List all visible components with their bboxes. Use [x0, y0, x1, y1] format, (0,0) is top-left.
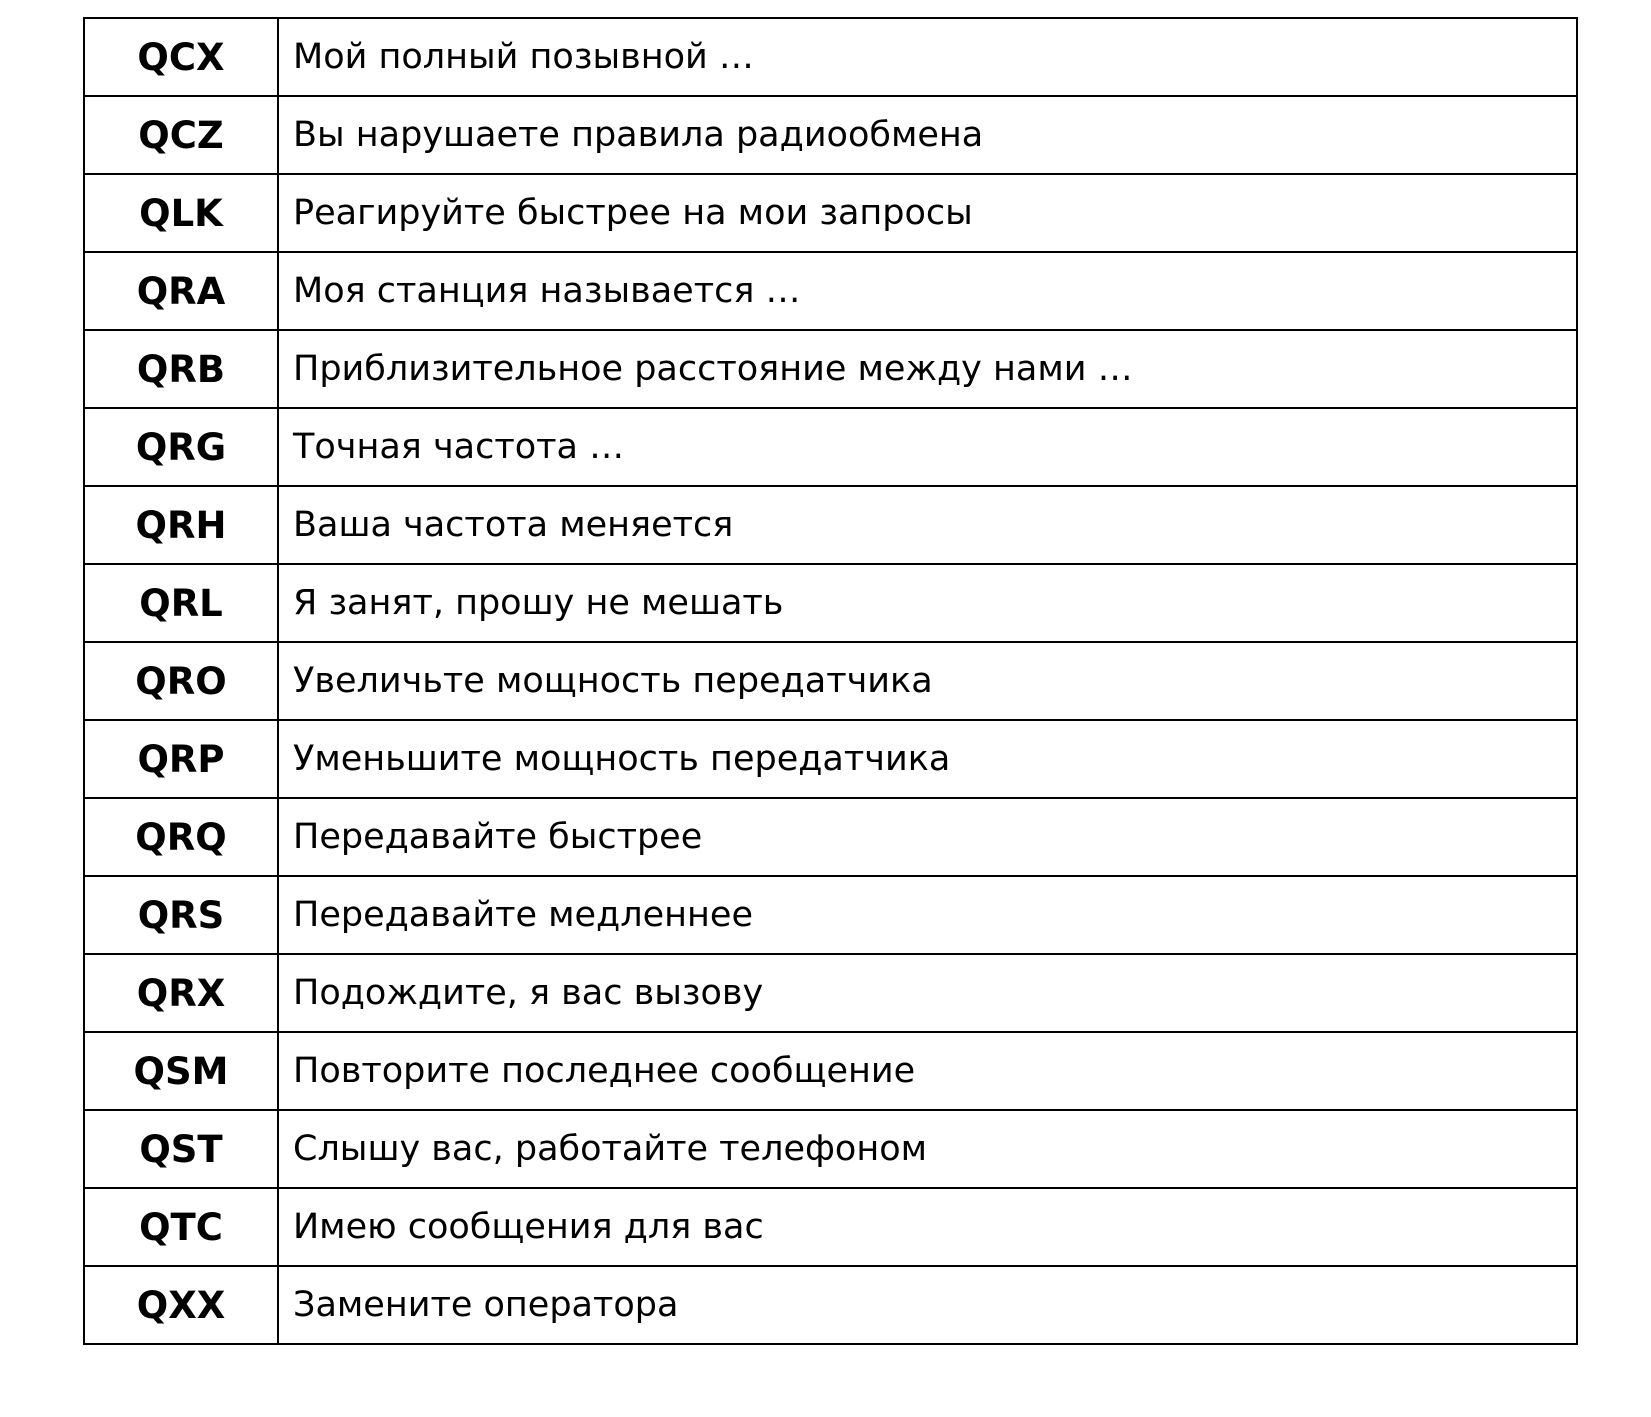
table-row [84, 1188, 1577, 1266]
table-row [84, 252, 1577, 330]
q-code-cell: QRG [84, 408, 278, 486]
meaning-cell: Моя станция называется … [278, 252, 1577, 330]
table-row [84, 954, 1577, 1032]
table-row [84, 330, 1577, 408]
q-code-cell: QRB [84, 330, 278, 408]
meaning-cell: Передавайте быстрее [278, 798, 1577, 876]
meaning-cell: Подождите, я вас вызову [278, 954, 1577, 1032]
q-code-cell: QCX [84, 18, 278, 96]
q-code-cell: QRO [84, 642, 278, 720]
q-code-cell: QTC [84, 1188, 278, 1266]
table-row [84, 1266, 1577, 1344]
q-code-cell: QSM [84, 1032, 278, 1110]
table-row [84, 174, 1577, 252]
q-code-cell: QRS [84, 876, 278, 954]
q-code-cell: QXX [84, 1266, 278, 1344]
meaning-cell: Мой полный позывной … [278, 18, 1577, 96]
q-code-cell: QRQ [84, 798, 278, 876]
table-row [84, 18, 1577, 96]
q-code-cell: QRA [84, 252, 278, 330]
meaning-cell: Передавайте медленнее [278, 876, 1577, 954]
meaning-cell: Замените оператора [278, 1266, 1577, 1344]
table-row [84, 876, 1577, 954]
q-codes-table-body [84, 18, 1577, 1344]
meaning-cell: Приблизительное расстояние между нами … [278, 330, 1577, 408]
q-code-cell: QLK [84, 174, 278, 252]
meaning-cell: Увеличьте мощность передатчика [278, 642, 1577, 720]
meaning-cell: Ваша частота меняется [278, 486, 1577, 564]
q-code-cell: QST [84, 1110, 278, 1188]
meaning-cell: Имею сообщения для вас [278, 1188, 1577, 1266]
q-code-cell: QRP [84, 720, 278, 798]
table-row [84, 408, 1577, 486]
q-code-cell: QRX [84, 954, 278, 1032]
table-row [84, 798, 1577, 876]
q-code-cell: QRH [84, 486, 278, 564]
table-row [84, 1032, 1577, 1110]
q-code-cell: QCZ [84, 96, 278, 174]
meaning-cell: Я занят, прошу не мешать [278, 564, 1577, 642]
table-row [84, 1110, 1577, 1188]
meaning-cell: Уменьшите мощность передатчика [278, 720, 1577, 798]
meaning-cell: Повторите последнее сообщение [278, 1032, 1577, 1110]
meaning-cell: Реагируйте быстрее на мои запросы [278, 174, 1577, 252]
table-row [84, 96, 1577, 174]
table-row [84, 486, 1577, 564]
table-row [84, 564, 1577, 642]
table-row [84, 720, 1577, 798]
q-codes-table [83, 17, 1578, 1345]
table-row [84, 642, 1577, 720]
q-code-cell: QRL [84, 564, 278, 642]
meaning-cell: Вы нарушаете правила радиообмена [278, 96, 1577, 174]
meaning-cell: Слышу вас, работайте телефоном [278, 1110, 1577, 1188]
meaning-cell: Точная частота … [278, 408, 1577, 486]
